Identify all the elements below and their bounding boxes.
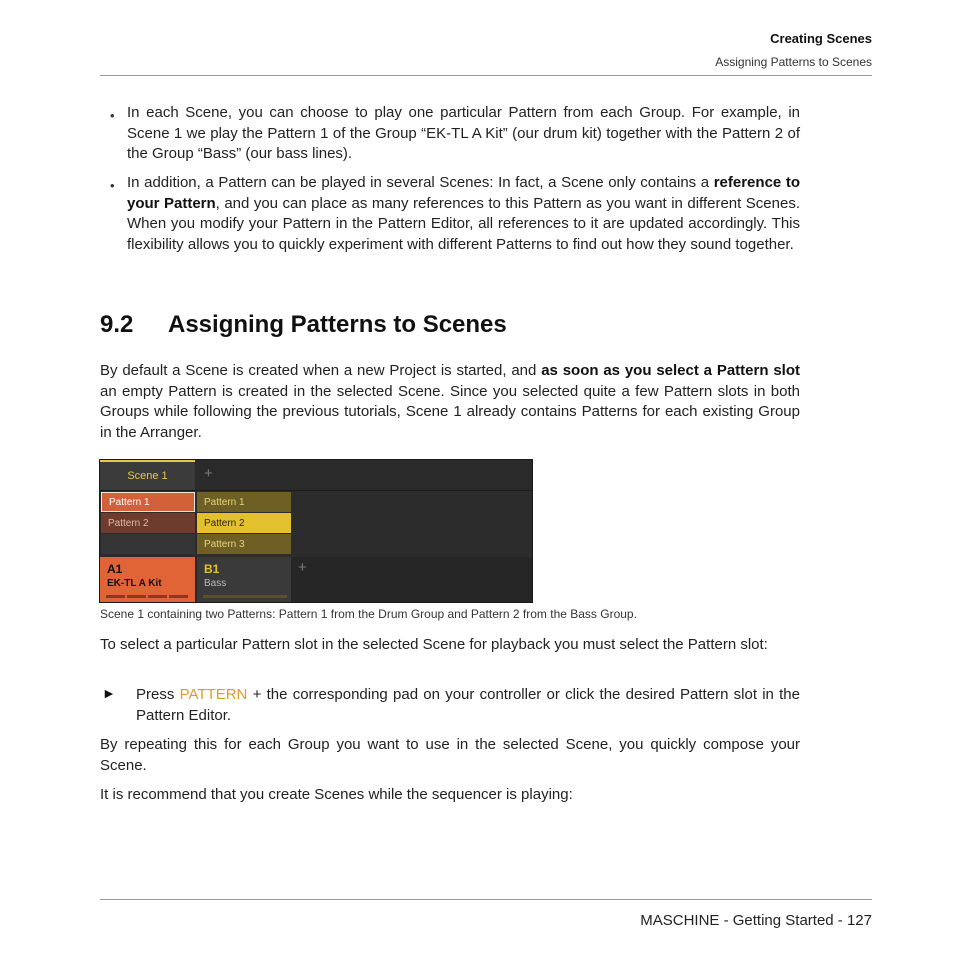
- arranger-screenshot: [99, 459, 533, 603]
- bullet-2-text-start: In addition, a Pattern can be played in several Scenes: In fact, a Scene only contains a: [127, 174, 714, 191]
- intro-text-start: By default a Scene is created when a new Project is started, and: [100, 362, 542, 379]
- bullet-paragraph-2: [127, 173, 800, 255]
- compose-paragraph: By repeating this for each Group you want to use in the selected Scene, you quickly compose your Scene.: [100, 736, 800, 774]
- footer-divider: [100, 899, 872, 900]
- step-text-end: + the corresponding pad on your controller or click the desired Pattern slot in the Pattern Editor.: [136, 686, 800, 724]
- bullet-2-text-end: , and you can place as many references to this Pattern as you want in different Scenes. When you modify your Pattern in the Pattern Editor, all references to it are updated accordingly. This flexibility allows you to quickly experiment with different Patterns to find out how they sound together.: [127, 194, 800, 253]
- group-a1-id: A1: [107, 562, 123, 576]
- section-number: 9.2: [100, 311, 134, 338]
- step-text-start: Press: [136, 686, 180, 703]
- scene-1-tab[interactable]: Scene 1: [100, 460, 195, 490]
- section-title: Assigning Patterns to Scenes: [168, 311, 507, 338]
- running-header-section: Assigning Patterns to Scenes: [715, 55, 872, 69]
- step-arrow-icon: ►: [102, 685, 116, 701]
- intro-paragraph: [100, 361, 800, 443]
- bullet-2-emphasis: reference to your Pattern: [127, 174, 800, 212]
- group-b1-pattern-indicator: [203, 595, 287, 598]
- group-b-pattern-slot[interactable]: Pattern 3: [197, 534, 291, 554]
- intro-emphasis: as soon as you select a Pattern slot: [541, 362, 800, 379]
- add-scene-icon[interactable]: +: [204, 465, 213, 482]
- figure-caption: Scene 1 containing two Patterns: Pattern 1 from the Drum Group and Pattern 2 from the Bass Group.: [100, 607, 637, 621]
- group-a1-pattern-indicator: [106, 595, 190, 598]
- group-a-pattern-slot[interactable]: Pattern 2: [101, 513, 195, 533]
- bullet-marker: •: [110, 178, 115, 193]
- group-b-pattern-slot[interactable]: Pattern 1: [197, 492, 291, 512]
- group-a1-name: EK-TL A Kit: [107, 578, 162, 589]
- group-b1[interactable]: [197, 557, 291, 602]
- group-a-pattern-slot[interactable]: Pattern 1: [101, 492, 195, 512]
- add-group-icon[interactable]: +: [298, 559, 307, 576]
- page-footer: MASCHINE - Getting Started - 127: [640, 912, 872, 929]
- group-b-pattern-slot-selected[interactable]: Pattern 2: [197, 513, 291, 533]
- pattern-button-label: PATTERN: [179, 686, 248, 703]
- step-instruction: [136, 685, 800, 726]
- scene-bar: [100, 460, 533, 491]
- bullet-paragraph-1: In each Scene, you can choose to play one particular Pattern from each Group. For example, in Scene 1 we play the Pattern 1 of the Group “EK-TL A Kit” (our drum kit) together with the Pattern 2 of the Group “Bass” (our bass lines).: [127, 104, 800, 162]
- group-b1-name: Bass: [204, 578, 227, 589]
- header-divider: [100, 75, 872, 76]
- group-a1[interactable]: [100, 557, 195, 602]
- running-header-chapter: Creating Scenes: [770, 31, 872, 46]
- bullet-marker: •: [110, 108, 115, 123]
- select-slot-paragraph: To select a particular Pattern slot in the selected Scene for playback you must select the Pattern slot:: [100, 636, 768, 653]
- group-b1-id: B1: [204, 562, 220, 576]
- intro-text-end: an empty Pattern is created in the selected Scene. Since you selected quite a few Pattern slots in both Groups while following the previous tutorials, Scene 1 already contains Patterns for each existing Group in the Arranger.: [100, 382, 800, 441]
- empty-pattern-slot[interactable]: [101, 534, 195, 554]
- group-bar: [100, 557, 533, 603]
- recommend-paragraph: It is recommend that you create Scenes while the sequencer is playing:: [100, 786, 573, 803]
